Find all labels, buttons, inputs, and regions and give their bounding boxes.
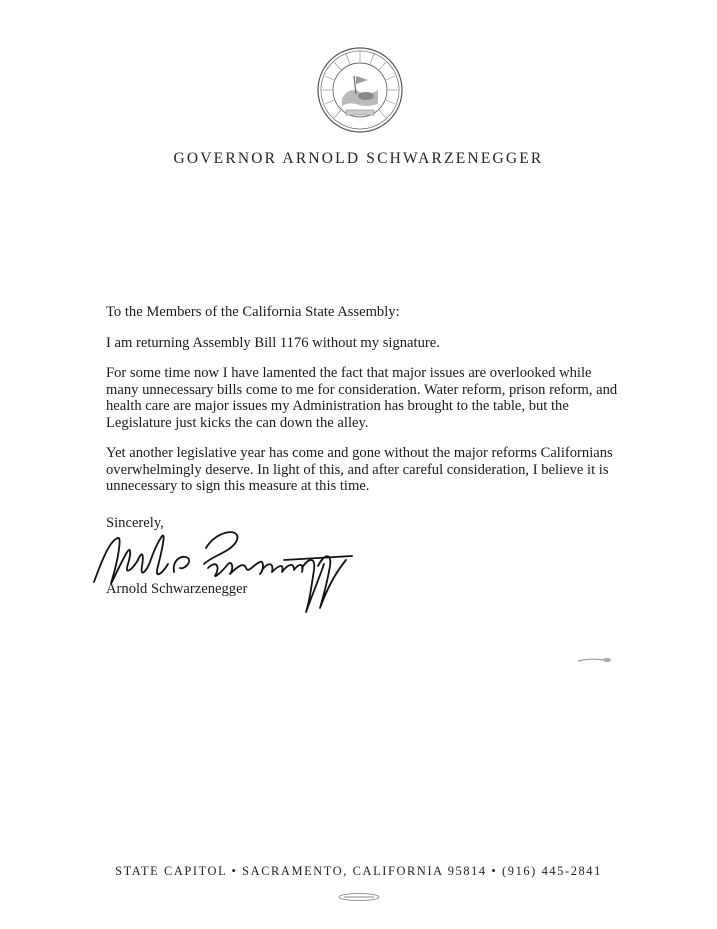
handwritten-signature-icon (88, 520, 358, 620)
paragraph-3: Yet another legislative year has come and gone without the major reforms Californians overwhelmingly deserve. In light of this, and after careful consideration, I believe it is unnecessary to sign this measure at this time. (106, 445, 613, 494)
salutation: To the Members of the California State Assembly: (106, 304, 400, 320)
footer-address: STATE CAPITOL • SACRAMENTO, CALIFORNIA 95814 • (916) 445-2841 (115, 864, 602, 878)
state-seal-icon (316, 46, 404, 134)
letter-body (106, 304, 626, 509)
printer-mark-icon (336, 892, 382, 902)
letterhead-title: GOVERNOR ARNOLD SCHWARZENEGGER (173, 150, 544, 167)
signer-name: Arnold Schwarzenegger (106, 581, 248, 597)
scan-smudge-icon (576, 656, 612, 664)
closing: Sincerely, (106, 515, 164, 531)
paragraph-2: For some time now I have lamented the fact that major issues are overlooked while many unnecessary bills come to me for consideration. Water reform, prison reform, and health care are major issues my Administration has brought to the table, but the Legislature just kicks the can down the alley. (106, 365, 618, 431)
paragraph-1: I am returning Assembly Bill 1176 without my signature. (106, 334, 440, 351)
